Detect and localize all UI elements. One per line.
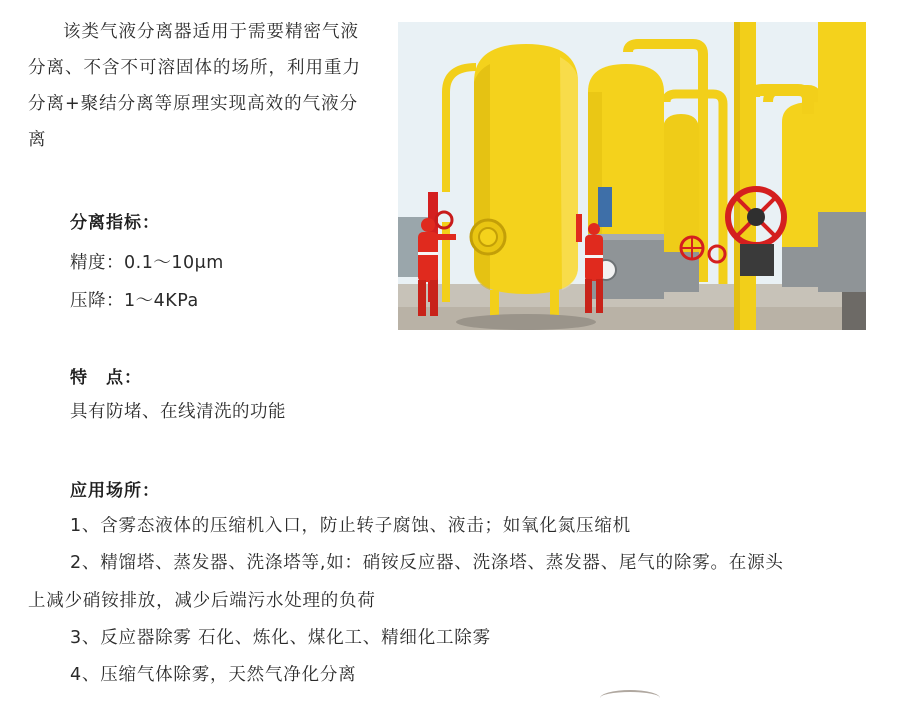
- page-edge-mark: [600, 690, 660, 706]
- industrial-separator-photo: [398, 22, 866, 330]
- applications-title: 应用场所：: [70, 481, 160, 501]
- features-text: 具有防堵、在线清洗的功能: [70, 402, 286, 422]
- intro-paragraph: 该类气液分离器适用于需要精密气液分离、不含不可溶固体的场所，利用重力分离+聚结分离等原理实现高效的气液分离: [28, 22, 361, 150]
- vessel-column: [818, 22, 866, 222]
- application-item-4: 4、压缩气体除雾，天然气净化分离: [70, 665, 357, 685]
- vessel-middle-back: [663, 114, 699, 252]
- spec-precision: 精度：0.1～10μm: [70, 253, 224, 273]
- application-item-1: 1、含雾态液体的压缩机入口，防止转子腐蚀、液击；如氧化氮压缩机: [70, 516, 631, 536]
- separator-photo: [398, 22, 866, 330]
- valve-wheel-medium: [681, 237, 703, 259]
- features-title: 特 点：: [70, 368, 142, 388]
- specs-title: 分离指标：: [70, 213, 160, 233]
- application-item-2-continued: 上减少硝铵排放，减少后端污水处理的负荷: [28, 591, 376, 611]
- application-item-2: 2、精馏塔、蒸发器、洗涤塔等,如：硝铵反应器、洗涤塔、蒸发器、尾气的除雾。在源头: [70, 553, 784, 573]
- application-item-3: 3、反应器除雾 石化、炼化、煤化工、精细化工除雾: [70, 628, 491, 648]
- spec-pressure-drop: 压降：1～4KPa: [70, 291, 199, 311]
